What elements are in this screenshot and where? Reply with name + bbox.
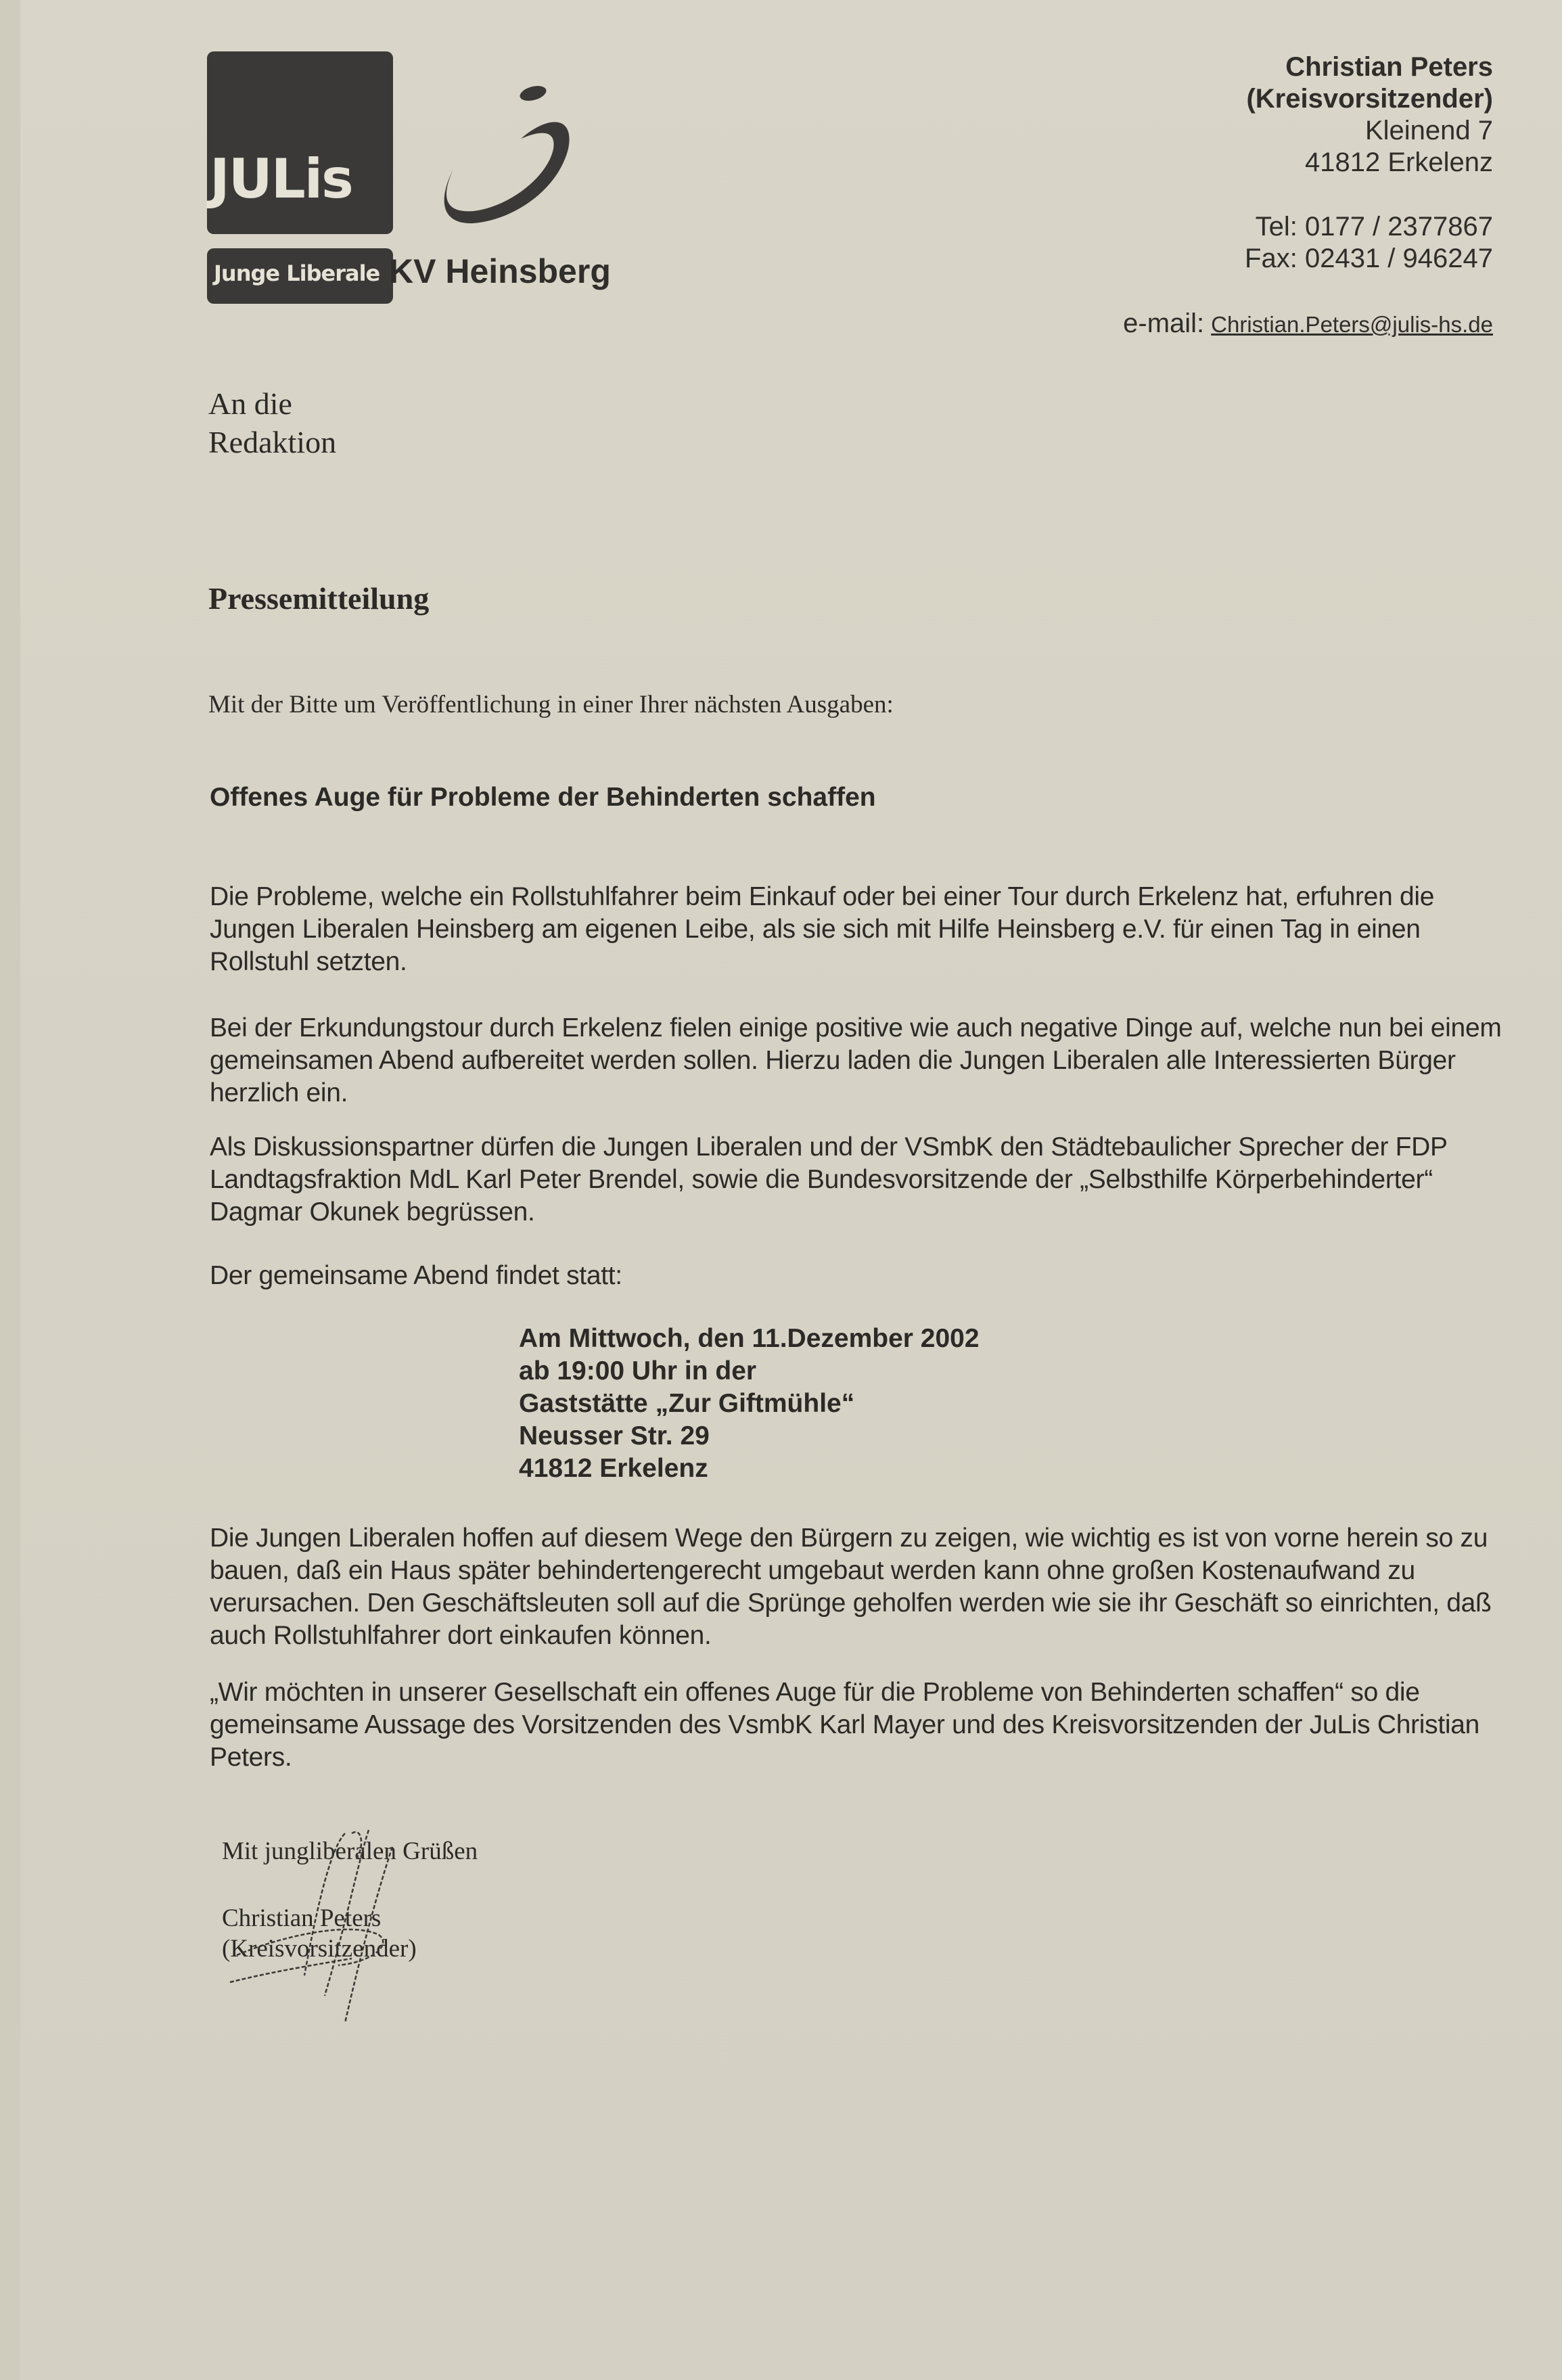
recipient-line: An die — [208, 386, 292, 421]
branch-name: KV Heinsberg — [389, 252, 611, 290]
sender-street: Kleinend 7 — [1364, 116, 1493, 145]
body-paragraph: Die Probleme, welche ein Rollstuhlfahrer beim Einkauf oder bei einer Tour durch Erkelenz hat, erfuhren die Jungen Liberalen Heinsberg am eigenen Leibe, als sie sich mit Hilfe Heinsberg e.V. für einen Tag in einen Rollstuhl setzten. — [210, 882, 1435, 976]
body-paragraph: Bei der Erkundungstour durch Erkelenz fielen einige positive wie auch negative Dinge auf, welche nun bei einem gemeinsamen Abend aufbereitet werden sollen. Hierzu laden die Jungen Liberalen alle Interessierten Bürger herzlich ein. — [210, 1013, 1502, 1107]
sender-role: (Kreisvorsitzender) — [1246, 84, 1493, 114]
recipient-block — [208, 384, 336, 461]
sender-block — [1245, 51, 1493, 275]
sender-fax: Fax: 02431 / 946247 — [1245, 244, 1493, 273]
event-date: Am Mittwoch, den 11.Dezember 2002 — [519, 1324, 980, 1353]
event-details — [519, 1323, 980, 1485]
body-paragraph: Der gemeinsame Abend findet statt: — [210, 1261, 622, 1290]
body-paragraph: Die Jungen Liberalen hoffen auf diesem Wege den Bürgern zu zeigen, wie wichtig es ist von vorne herein so zu bauen, daß ein Haus später behindertengerecht umgebaut werden kann ohne großen Kostenaufwand zu verursachen. Den Geschäftsleuten soll auf die Sprünge geholfen werden wie sie ihr Geschäft so einrichten, daß auch Rollstuhlfahrer dort einkaufen können. — [210, 1524, 1492, 1650]
email-link[interactable]: Christian.Peters@julis-hs.de — [1211, 312, 1493, 337]
recipient-line: Redaktion — [208, 425, 337, 459]
sender-tel: Tel: 0177 / 2377867 — [1255, 212, 1493, 242]
spacer — [1245, 179, 1493, 211]
sender-email-line — [1123, 308, 1493, 339]
event-street: Neusser Str. 29 — [519, 1421, 710, 1450]
press-headline: Offenes Auge für Probleme der Behinderten schaffen — [210, 783, 876, 812]
logo-word: JULis — [210, 147, 352, 210]
email-label: e-mail: — [1123, 308, 1205, 338]
signer-block — [222, 1903, 417, 1964]
body-paragraph: Als Diskussionspartner dürfen die Jungen Liberalen und der VSmbK den Städtebaulicher Sprecher der FDP Landtagsfraktion MdL Karl Peter Brendel, sowie die Bundesvorsitzende der „Selbsthilfe Körperbehinderter“ Dagmar Okunek begrüssen. — [210, 1132, 1448, 1227]
body-paragraph: „Wir möchten in unserer Gesellschaft ein offenes Auge für die Probleme von Behinderten schaffen“ so die gemeinsame Aussage des Vorsitzenden des VsmbK Karl Mayer und des Kreisvorsitzenden der JuLis Christian Peters. — [210, 1678, 1480, 1772]
signer-name: Christian Peters — [222, 1904, 382, 1932]
logo-subtitle: Junge Liberale — [214, 260, 380, 286]
sender-name: Christian Peters — [1285, 52, 1493, 82]
intro-line: Mit der Bitte um Veröffentlichung in einer Ihrer nächsten Ausgaben: — [208, 691, 894, 718]
sender-city: 41812 Erkelenz — [1305, 147, 1493, 177]
event-time: ab 19:00 Uhr in der — [519, 1356, 757, 1386]
document-title: Pressemitteilung — [208, 581, 430, 616]
event-city: 41812 Erkelenz — [519, 1454, 708, 1483]
signer-role: (Kreisvorsitzender) — [222, 1935, 417, 1963]
event-venue: Gaststätte „Zur Giftmühle“ — [519, 1389, 855, 1418]
paper-edge — [0, 0, 20, 2380]
closing-greeting: Mit jungliberalen Grüßen — [222, 1837, 478, 1865]
swoosh-icon — [379, 74, 582, 244]
